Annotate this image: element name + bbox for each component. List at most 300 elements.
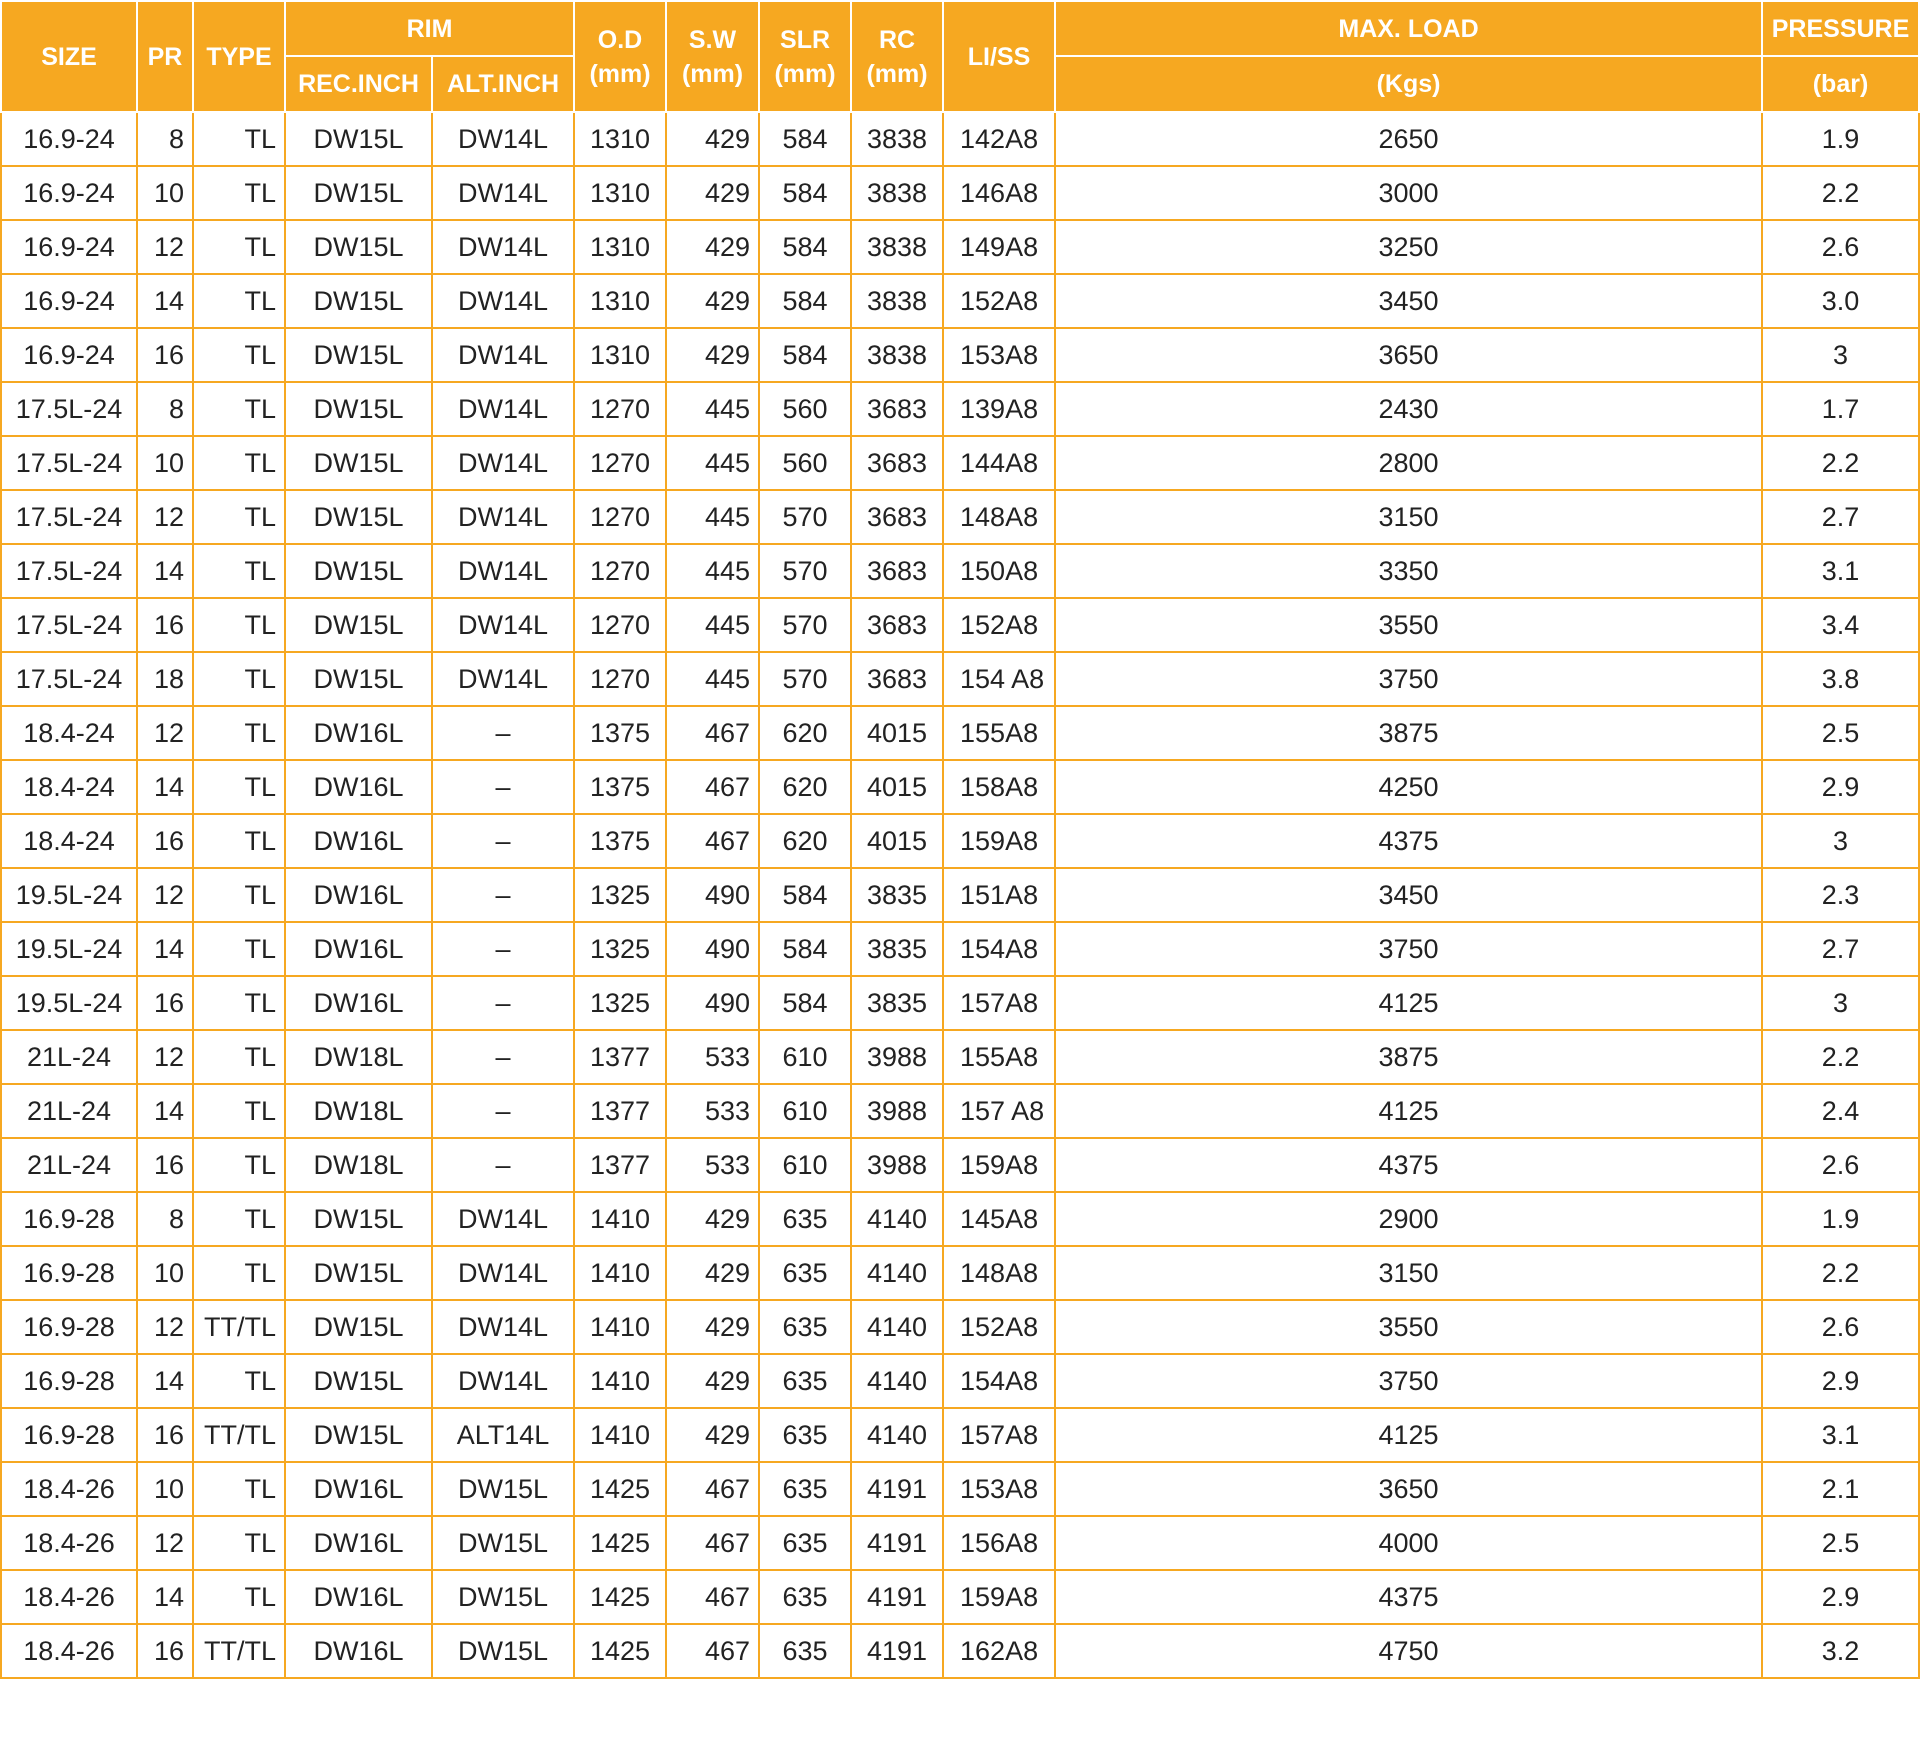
cell-type: TL	[193, 922, 285, 976]
cell-pressure: 3.8	[1762, 652, 1919, 706]
cell-rec-inch: DW15L	[285, 166, 432, 220]
cell-max-load: 4000	[1055, 1516, 1762, 1570]
cell-type: TL	[193, 274, 285, 328]
cell-pressure: 2.2	[1762, 166, 1919, 220]
cell-alt-inch: DW14L	[432, 1192, 574, 1246]
cell-type: TL	[193, 112, 285, 166]
cell-rc: 4140	[851, 1408, 943, 1462]
cell-type: TL	[193, 1462, 285, 1516]
header-size: SIZE	[1, 1, 137, 112]
cell-pressure: 3.4	[1762, 598, 1919, 652]
cell-pr: 14	[137, 274, 193, 328]
cell-li-ss: 154A8	[943, 922, 1055, 976]
cell-rec-inch: DW16L	[285, 1624, 432, 1678]
cell-max-load: 3550	[1055, 598, 1762, 652]
cell-rc: 3683	[851, 544, 943, 598]
cell-sw: 467	[666, 1624, 759, 1678]
cell-sw: 429	[666, 1246, 759, 1300]
cell-li-ss: 144A8	[943, 436, 1055, 490]
cell-max-load: 3650	[1055, 328, 1762, 382]
header-alt-inch: ALT.INCH	[432, 56, 574, 112]
cell-size: 16.9-24	[1, 220, 137, 274]
cell-rec-inch: DW15L	[285, 1246, 432, 1300]
cell-pr: 10	[137, 1246, 193, 1300]
cell-od: 1270	[574, 652, 666, 706]
cell-pr: 14	[137, 544, 193, 598]
cell-size: 21L-24	[1, 1084, 137, 1138]
cell-type: TT/TL	[193, 1624, 285, 1678]
cell-od: 1310	[574, 220, 666, 274]
header-slr	[759, 1, 851, 112]
cell-size: 16.9-28	[1, 1408, 137, 1462]
cell-sw: 429	[666, 1408, 759, 1462]
cell-slr: 610	[759, 1084, 851, 1138]
cell-pressure: 3.1	[1762, 544, 1919, 598]
header-pressure: PRESSURE	[1762, 1, 1919, 56]
cell-alt-inch: DW14L	[432, 652, 574, 706]
cell-slr: 560	[759, 436, 851, 490]
cell-max-load: 4375	[1055, 1570, 1762, 1624]
cell-sw: 445	[666, 598, 759, 652]
cell-li-ss: 156A8	[943, 1516, 1055, 1570]
cell-rec-inch: DW18L	[285, 1084, 432, 1138]
cell-sw: 429	[666, 112, 759, 166]
cell-pr: 14	[137, 1354, 193, 1408]
table-row	[1, 598, 1919, 652]
table-row	[1, 1084, 1919, 1138]
cell-pr: 12	[137, 706, 193, 760]
cell-od: 1410	[574, 1246, 666, 1300]
cell-alt-inch: DW15L	[432, 1624, 574, 1678]
cell-od: 1425	[574, 1570, 666, 1624]
cell-pressure: 2.9	[1762, 760, 1919, 814]
table-row	[1, 976, 1919, 1030]
cell-sw: 429	[666, 220, 759, 274]
cell-od: 1425	[574, 1516, 666, 1570]
cell-pr: 12	[137, 868, 193, 922]
cell-max-load: 3450	[1055, 868, 1762, 922]
cell-slr: 584	[759, 274, 851, 328]
cell-rec-inch: DW15L	[285, 112, 432, 166]
cell-size: 17.5L-24	[1, 382, 137, 436]
cell-sw: 533	[666, 1084, 759, 1138]
cell-slr: 635	[759, 1462, 851, 1516]
cell-od: 1270	[574, 382, 666, 436]
cell-alt-inch: DW14L	[432, 1246, 574, 1300]
cell-slr: 635	[759, 1246, 851, 1300]
cell-od: 1377	[574, 1030, 666, 1084]
cell-rec-inch: DW15L	[285, 490, 432, 544]
cell-alt-inch: ALT14L	[432, 1408, 574, 1462]
cell-pr: 18	[137, 652, 193, 706]
cell-pressure: 2.7	[1762, 922, 1919, 976]
cell-od: 1410	[574, 1354, 666, 1408]
cell-type: TL	[193, 436, 285, 490]
cell-size: 17.5L-24	[1, 598, 137, 652]
cell-rc: 3838	[851, 274, 943, 328]
cell-alt-inch: DW15L	[432, 1516, 574, 1570]
cell-sw: 429	[666, 166, 759, 220]
cell-pr: 10	[137, 436, 193, 490]
cell-pr: 16	[137, 976, 193, 1030]
cell-li-ss: 152A8	[943, 598, 1055, 652]
cell-sw: 445	[666, 544, 759, 598]
cell-od: 1410	[574, 1408, 666, 1462]
cell-rc: 4015	[851, 706, 943, 760]
table-row	[1, 382, 1919, 436]
cell-alt-inch: –	[432, 1138, 574, 1192]
cell-li-ss: 159A8	[943, 814, 1055, 868]
cell-pr: 12	[137, 1030, 193, 1084]
cell-alt-inch: DW14L	[432, 328, 574, 382]
cell-pressure: 2.9	[1762, 1570, 1919, 1624]
cell-li-ss: 142A8	[943, 112, 1055, 166]
cell-pr: 14	[137, 1084, 193, 1138]
cell-alt-inch: DW14L	[432, 112, 574, 166]
cell-pr: 14	[137, 922, 193, 976]
cell-size: 17.5L-24	[1, 490, 137, 544]
cell-slr: 570	[759, 652, 851, 706]
cell-size: 16.9-24	[1, 328, 137, 382]
cell-sw: 533	[666, 1030, 759, 1084]
cell-pr: 16	[137, 598, 193, 652]
cell-size: 16.9-28	[1, 1300, 137, 1354]
table-row	[1, 760, 1919, 814]
cell-pressure: 2.9	[1762, 1354, 1919, 1408]
cell-pressure: 2.2	[1762, 436, 1919, 490]
cell-li-ss: 148A8	[943, 1246, 1055, 1300]
cell-od: 1377	[574, 1138, 666, 1192]
cell-od: 1270	[574, 490, 666, 544]
table-row	[1, 1300, 1919, 1354]
cell-od: 1325	[574, 868, 666, 922]
header-type: TYPE	[193, 1, 285, 112]
cell-li-ss: 153A8	[943, 1462, 1055, 1516]
cell-slr: 610	[759, 1030, 851, 1084]
cell-slr: 584	[759, 220, 851, 274]
cell-sw: 429	[666, 274, 759, 328]
header-od-unit: (mm)	[589, 59, 651, 88]
table-row	[1, 490, 1919, 544]
cell-od: 1310	[574, 166, 666, 220]
cell-li-ss: 155A8	[943, 1030, 1055, 1084]
cell-max-load: 3000	[1055, 166, 1762, 220]
cell-rc: 3838	[851, 328, 943, 382]
cell-max-load: 3550	[1055, 1300, 1762, 1354]
cell-rc: 3835	[851, 868, 943, 922]
cell-rec-inch: DW16L	[285, 760, 432, 814]
header-rc-label: RC	[878, 25, 916, 54]
cell-size: 18.4-24	[1, 760, 137, 814]
cell-slr: 635	[759, 1192, 851, 1246]
cell-rc: 3683	[851, 598, 943, 652]
cell-slr: 610	[759, 1138, 851, 1192]
cell-max-load: 3150	[1055, 490, 1762, 544]
table-row	[1, 274, 1919, 328]
cell-sw: 429	[666, 1192, 759, 1246]
cell-alt-inch: DW14L	[432, 1300, 574, 1354]
cell-sw: 467	[666, 1570, 759, 1624]
cell-li-ss: 154A8	[943, 1354, 1055, 1408]
cell-rec-inch: DW18L	[285, 1030, 432, 1084]
cell-max-load: 3875	[1055, 1030, 1762, 1084]
cell-alt-inch: DW14L	[432, 598, 574, 652]
cell-od: 1310	[574, 112, 666, 166]
header-sw	[666, 1, 759, 112]
table-row	[1, 1624, 1919, 1678]
cell-rec-inch: DW15L	[285, 220, 432, 274]
cell-od: 1375	[574, 706, 666, 760]
cell-slr: 570	[759, 598, 851, 652]
cell-type: TL	[193, 1192, 285, 1246]
cell-pr: 10	[137, 1462, 193, 1516]
header-od-label: O.D	[597, 25, 643, 54]
cell-sw: 445	[666, 652, 759, 706]
cell-alt-inch: DW14L	[432, 220, 574, 274]
cell-sw: 445	[666, 436, 759, 490]
header-pr: PR	[137, 1, 193, 112]
cell-od: 1325	[574, 976, 666, 1030]
cell-rec-inch: DW15L	[285, 1300, 432, 1354]
cell-slr: 570	[759, 490, 851, 544]
cell-type: TL	[193, 1516, 285, 1570]
cell-max-load: 2800	[1055, 436, 1762, 490]
cell-rec-inch: DW15L	[285, 382, 432, 436]
cell-sw: 533	[666, 1138, 759, 1192]
cell-max-load: 4750	[1055, 1624, 1762, 1678]
cell-slr: 635	[759, 1570, 851, 1624]
cell-max-load: 2430	[1055, 382, 1762, 436]
cell-pressure: 2.5	[1762, 706, 1919, 760]
cell-pressure: 2.2	[1762, 1246, 1919, 1300]
cell-rc: 3988	[851, 1084, 943, 1138]
cell-li-ss: 159A8	[943, 1138, 1055, 1192]
cell-rec-inch: DW16L	[285, 1570, 432, 1624]
cell-pressure: 2.1	[1762, 1462, 1919, 1516]
table-row	[1, 706, 1919, 760]
cell-type: TL	[193, 544, 285, 598]
cell-max-load: 4375	[1055, 1138, 1762, 1192]
cell-type: TL	[193, 166, 285, 220]
cell-size: 16.9-28	[1, 1354, 137, 1408]
cell-max-load: 3250	[1055, 220, 1762, 274]
cell-type: TL	[193, 382, 285, 436]
cell-size: 16.9-24	[1, 166, 137, 220]
cell-slr: 584	[759, 166, 851, 220]
cell-alt-inch: DW14L	[432, 544, 574, 598]
cell-li-ss: 157 A8	[943, 1084, 1055, 1138]
cell-rec-inch: DW15L	[285, 436, 432, 490]
cell-alt-inch: –	[432, 760, 574, 814]
cell-alt-inch: –	[432, 814, 574, 868]
cell-sw: 429	[666, 1300, 759, 1354]
cell-rec-inch: DW16L	[285, 706, 432, 760]
table-row	[1, 1516, 1919, 1570]
header-od	[574, 1, 666, 112]
cell-li-ss: 159A8	[943, 1570, 1055, 1624]
cell-pr: 8	[137, 112, 193, 166]
cell-li-ss: 148A8	[943, 490, 1055, 544]
cell-rc: 3838	[851, 166, 943, 220]
cell-max-load: 3350	[1055, 544, 1762, 598]
cell-type: TT/TL	[193, 1408, 285, 1462]
cell-sw: 445	[666, 382, 759, 436]
cell-rec-inch: DW15L	[285, 1408, 432, 1462]
cell-li-ss: 157A8	[943, 1408, 1055, 1462]
cell-alt-inch: DW15L	[432, 1570, 574, 1624]
cell-pressure: 2.5	[1762, 1516, 1919, 1570]
cell-max-load: 4125	[1055, 976, 1762, 1030]
cell-rc: 4191	[851, 1570, 943, 1624]
cell-sw: 429	[666, 328, 759, 382]
cell-alt-inch: –	[432, 1030, 574, 1084]
cell-li-ss: 149A8	[943, 220, 1055, 274]
cell-od: 1270	[574, 544, 666, 598]
table-row	[1, 1246, 1919, 1300]
cell-rc: 4191	[851, 1516, 943, 1570]
cell-type: TL	[193, 1246, 285, 1300]
cell-rec-inch: DW15L	[285, 652, 432, 706]
cell-rec-inch: DW15L	[285, 1192, 432, 1246]
cell-od: 1425	[574, 1462, 666, 1516]
cell-alt-inch: DW14L	[432, 1354, 574, 1408]
cell-li-ss: 158A8	[943, 760, 1055, 814]
cell-pr: 10	[137, 166, 193, 220]
cell-rec-inch: DW15L	[285, 544, 432, 598]
cell-max-load: 3750	[1055, 922, 1762, 976]
cell-type: TL	[193, 760, 285, 814]
table-row	[1, 868, 1919, 922]
cell-max-load: 3875	[1055, 706, 1762, 760]
cell-rc: 3988	[851, 1138, 943, 1192]
cell-od: 1325	[574, 922, 666, 976]
cell-size: 19.5L-24	[1, 976, 137, 1030]
cell-sw: 467	[666, 1516, 759, 1570]
cell-size: 18.4-24	[1, 814, 137, 868]
cell-size: 21L-24	[1, 1030, 137, 1084]
cell-rc: 4191	[851, 1624, 943, 1678]
cell-pr: 8	[137, 1192, 193, 1246]
cell-type: TL	[193, 328, 285, 382]
cell-max-load: 3750	[1055, 1354, 1762, 1408]
header-rc-unit: (mm)	[866, 59, 928, 88]
cell-pressure: 1.9	[1762, 1192, 1919, 1246]
cell-size: 18.4-26	[1, 1462, 137, 1516]
table-row	[1, 652, 1919, 706]
cell-alt-inch: DW14L	[432, 166, 574, 220]
cell-pressure: 3	[1762, 328, 1919, 382]
cell-sw: 445	[666, 490, 759, 544]
cell-slr: 635	[759, 1408, 851, 1462]
cell-type: TL	[193, 706, 285, 760]
cell-type: TL	[193, 868, 285, 922]
cell-sw: 490	[666, 976, 759, 1030]
cell-rc: 3683	[851, 382, 943, 436]
cell-od: 1310	[574, 328, 666, 382]
cell-size: 16.9-28	[1, 1192, 137, 1246]
cell-li-ss: 157A8	[943, 976, 1055, 1030]
cell-od: 1410	[574, 1300, 666, 1354]
cell-rec-inch: DW15L	[285, 1354, 432, 1408]
cell-max-load: 2900	[1055, 1192, 1762, 1246]
cell-rc: 4015	[851, 814, 943, 868]
cell-alt-inch: DW15L	[432, 1462, 574, 1516]
cell-alt-inch: DW14L	[432, 490, 574, 544]
cell-type: TL	[193, 1030, 285, 1084]
cell-rc: 3838	[851, 112, 943, 166]
cell-sw: 467	[666, 760, 759, 814]
cell-sw: 490	[666, 868, 759, 922]
cell-rc: 3835	[851, 976, 943, 1030]
cell-rec-inch: DW16L	[285, 922, 432, 976]
cell-li-ss: 162A8	[943, 1624, 1055, 1678]
table-row	[1, 436, 1919, 490]
cell-od: 1375	[574, 760, 666, 814]
cell-od: 1270	[574, 598, 666, 652]
cell-max-load: 4375	[1055, 814, 1762, 868]
cell-rc: 4140	[851, 1246, 943, 1300]
cell-type: TL	[193, 814, 285, 868]
header-slr-unit: (mm)	[774, 59, 836, 88]
table-row	[1, 544, 1919, 598]
cell-max-load: 3150	[1055, 1246, 1762, 1300]
table-row	[1, 1462, 1919, 1516]
cell-max-load: 4250	[1055, 760, 1762, 814]
cell-alt-inch: –	[432, 868, 574, 922]
table-row	[1, 112, 1919, 166]
cell-pressure: 2.2	[1762, 1030, 1919, 1084]
cell-sw: 467	[666, 814, 759, 868]
cell-rc: 4140	[851, 1300, 943, 1354]
table-row	[1, 1570, 1919, 1624]
cell-rec-inch: DW16L	[285, 868, 432, 922]
table-row	[1, 922, 1919, 976]
cell-size: 16.9-24	[1, 274, 137, 328]
cell-pressure: 1.9	[1762, 112, 1919, 166]
cell-max-load: 2650	[1055, 112, 1762, 166]
cell-type: TL	[193, 598, 285, 652]
cell-rc: 4140	[851, 1354, 943, 1408]
table-row	[1, 1030, 1919, 1084]
cell-li-ss: 154 A8	[943, 652, 1055, 706]
cell-li-ss: 150A8	[943, 544, 1055, 598]
cell-size: 21L-24	[1, 1138, 137, 1192]
cell-slr: 620	[759, 706, 851, 760]
cell-od: 1410	[574, 1192, 666, 1246]
cell-li-ss: 152A8	[943, 274, 1055, 328]
cell-rc: 3835	[851, 922, 943, 976]
cell-alt-inch: DW14L	[432, 436, 574, 490]
cell-rc: 3683	[851, 436, 943, 490]
cell-sw: 467	[666, 1462, 759, 1516]
cell-pressure: 2.6	[1762, 220, 1919, 274]
cell-od: 1425	[574, 1624, 666, 1678]
table-row	[1, 220, 1919, 274]
cell-size: 18.4-26	[1, 1516, 137, 1570]
cell-li-ss: 151A8	[943, 868, 1055, 922]
cell-max-load: 3450	[1055, 274, 1762, 328]
cell-rc: 4015	[851, 760, 943, 814]
cell-pressure: 2.6	[1762, 1300, 1919, 1354]
cell-pr: 12	[137, 220, 193, 274]
cell-sw: 490	[666, 922, 759, 976]
cell-pr: 12	[137, 1300, 193, 1354]
cell-alt-inch: DW14L	[432, 382, 574, 436]
table-row	[1, 1138, 1919, 1192]
cell-slr: 620	[759, 760, 851, 814]
cell-type: TL	[193, 976, 285, 1030]
cell-max-load: 4125	[1055, 1084, 1762, 1138]
